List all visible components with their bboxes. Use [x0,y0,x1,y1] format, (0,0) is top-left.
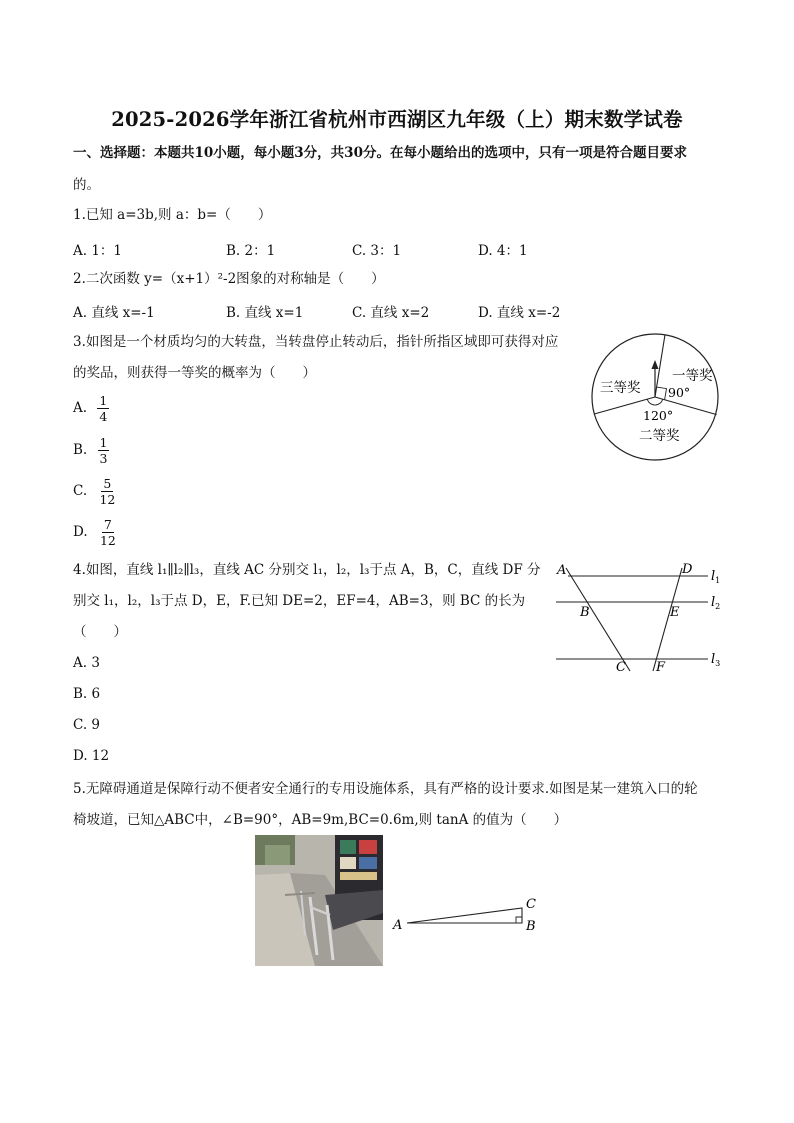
question-4-stem-line3: （ ） [73,624,127,640]
q3-option-d-fraction [98,517,118,548]
label-b: B [580,605,590,620]
q3-option-b-numerator: 1 [99,435,108,450]
q1-option-c[interactable]: C. 3：1 [352,243,402,259]
question-2-stem: 2.二次函数 y=（x+1）²-2图象的对称轴是（ ） [73,271,385,287]
label-l3: $l_3$ [711,652,721,668]
q3-option-d-label: D. [73,524,88,540]
label-a: A [557,563,567,578]
third-prize-label: 三等奖 [600,380,641,396]
first-prize-label: 一等奖 [672,368,713,384]
angle-120-label: 120° [643,408,674,423]
q3-option-d[interactable] [73,517,118,548]
q3-option-b-denominator: 3 [99,451,108,466]
question-3-stem-line2: 的奖品，则获得一等奖的概率为（ ） [73,365,316,381]
triangle-figure [390,892,540,936]
ramp-photo [255,835,383,966]
q3-option-d-denominator: 12 [99,533,116,548]
q1-option-b[interactable]: B. 2：1 [226,243,276,259]
page-title: 2025-2026学年浙江省杭州市西湖区九年级（上）期末数学试卷 [111,108,683,131]
q3-option-c-fraction [97,476,117,507]
q3-option-c-denominator: 12 [99,492,116,507]
q1-option-d[interactable]: D. 4：1 [478,243,528,259]
label-f: F [656,660,666,675]
q3-option-c-numerator: 5 [103,476,112,491]
line-ac [566,568,630,671]
q4-option-c[interactable]: C. 9 [73,717,101,733]
right-angle-mark-b [516,917,522,923]
q2-option-d[interactable]: D. 直线 x=-2 [478,305,561,321]
q4-option-d[interactable]: D. 12 [73,748,110,764]
q2-option-a[interactable]: A. 直线 x=-1 [73,305,155,321]
ramp-photo-drawing [255,835,383,966]
q2-option-b[interactable]: B. 直线 x=1 [226,305,304,321]
second-prize-label: 二等奖 [639,428,680,444]
angle-90-label: 90° [668,385,691,400]
question-5-stem-line1: 5.无障碍通道是保障行动不便者安全通行的专用设施体系，具有严格的设计要求.如图是某一建筑入口的轮 [73,781,698,797]
question-4-stem-line1: 4.如图，直线 l₁∥l₂∥l₃，直线 AC 分别交 l₁，l₂，l₃于点 A，B，C，直线 DF 分 [73,562,541,578]
label-e: E [670,605,680,620]
label-b: B [526,919,536,934]
q2-option-c[interactable]: C. 直线 x=2 [352,305,430,321]
label-d: D [682,562,693,577]
q3-option-a-fraction [97,393,109,424]
parallel-lines-figure [550,556,730,676]
question-4-stem-line2: 别交 l₁，l₂，l₃于点 D，E，F.已知 DE=2，EF=4，AB=3，则 BC 的长为 [73,593,526,609]
label-c: C [526,897,536,912]
q1-option-a[interactable]: A. 1：1 [73,243,123,259]
q3-option-b-fraction [98,435,110,466]
label-l1: $l_1$ [711,569,721,585]
q3-option-a-denominator: 4 [99,409,108,424]
section-heading-line1: 一、选择题：本题共10小题，每小题3分，共30分。在每小题给出的选项中，只有一项是符合题目要求 [73,145,687,161]
q3-option-a-numerator: 1 [99,393,108,408]
question-3-stem-line1: 3.如图是一个材质均匀的大转盘，当转盘停止转动后，指针所指区域即可获得对应 [73,334,559,350]
label-c: C [616,660,626,675]
question-1-stem: 1.已知 a=3b,则 a：b=（ ） [73,207,272,223]
q3-option-d-numerator: 7 [103,517,112,532]
q3-option-c[interactable] [73,476,117,507]
angle-120-arc [647,399,662,405]
q3-option-a[interactable] [73,393,109,424]
question-5-stem-line2: 椅坡道，已知△ABC中，∠B=90°，AB=9m,BC=0.6m,则 tanA 的值为（ ） [73,812,568,828]
q3-option-b[interactable] [73,435,109,466]
spinner-pointer-head [652,360,659,369]
triangle-abc [407,908,522,923]
q4-option-b[interactable]: B. 6 [73,686,101,702]
spinner-figure [588,330,728,466]
section-heading-line2: 的。 [73,177,100,193]
q3-option-b-label: B. [73,442,88,458]
label-l2: $l_2$ [711,595,721,611]
q3-option-a-label: A. [73,400,88,416]
q4-option-a[interactable]: A. 3 [73,655,100,671]
q3-option-c-label: C. [73,483,88,499]
label-a: A [393,918,403,933]
